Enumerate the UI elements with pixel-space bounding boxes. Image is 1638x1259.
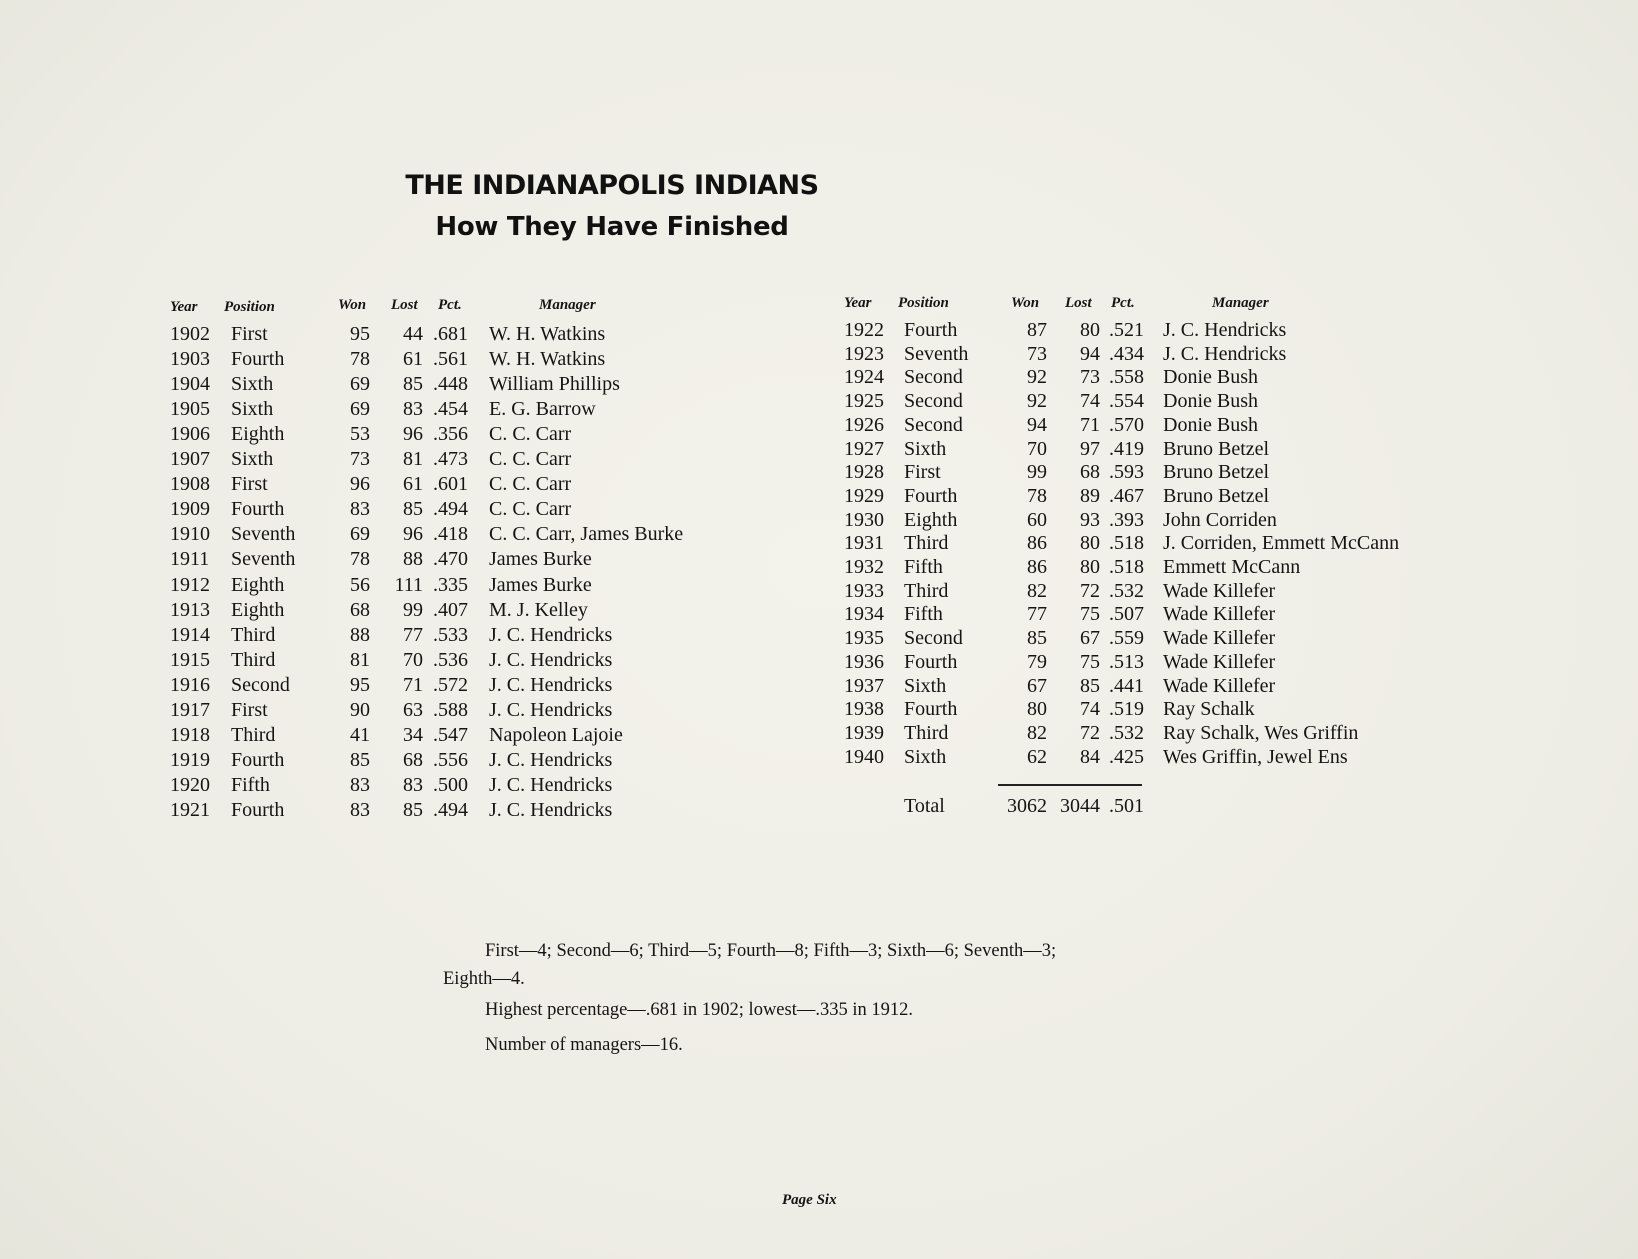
cell-year: 1918 xyxy=(170,723,210,746)
cell-manager: Wade Killefer xyxy=(1163,603,1276,626)
cell-pct: .554 xyxy=(1109,390,1144,413)
cell-won: 70 xyxy=(1027,437,1047,460)
cell-lost: 34 xyxy=(403,723,423,746)
cell-lost: 75 xyxy=(1080,603,1100,626)
cell-pct: .393 xyxy=(1109,508,1144,531)
cell-year: 1936 xyxy=(844,650,884,673)
cell-manager: William Phillips xyxy=(489,373,620,396)
cell-year: 1931 xyxy=(844,532,884,555)
cell-lost: 68 xyxy=(1080,461,1100,484)
cell-pct: .601 xyxy=(433,473,468,496)
cell-position: Sixth xyxy=(231,373,274,396)
cell-won: 73 xyxy=(350,448,370,471)
cell-position: Fourth xyxy=(231,748,285,771)
cell-position: Seventh xyxy=(904,342,969,365)
cell-position: Sixth xyxy=(904,674,947,697)
cell-manager: Donie Bush xyxy=(1163,366,1258,389)
header-position-right: Position xyxy=(898,295,949,311)
cell-position: Fourth xyxy=(904,484,958,507)
cell-year: 1927 xyxy=(844,437,884,460)
cell-manager: J. C. Hendricks xyxy=(489,798,613,821)
totals-pct: .501 xyxy=(1109,795,1144,817)
cell-won: 86 xyxy=(1027,556,1047,578)
cell-lost: 88 xyxy=(403,548,423,571)
cell-manager: C. C. Carr, James Burke xyxy=(489,523,684,546)
cell-won: 82 xyxy=(1027,721,1047,744)
cell-pct: .335 xyxy=(433,573,468,596)
cell-manager: M. J. Kelley xyxy=(489,598,588,621)
cell-pct: .441 xyxy=(1109,674,1144,697)
cell-manager: Wade Killefer xyxy=(1163,650,1276,673)
cell-position: Fourth xyxy=(231,498,285,521)
cell-lost: 99 xyxy=(403,598,423,621)
cell-year: 1937 xyxy=(844,674,884,697)
totals-lost: 3044 xyxy=(1060,795,1100,817)
cell-won: 69 xyxy=(350,373,370,396)
cell-position: Eighth xyxy=(231,598,285,621)
cell-lost: 74 xyxy=(1080,390,1100,413)
table-row xyxy=(0,627,1638,651)
cell-lost: 96 xyxy=(403,423,423,446)
cell-pct: .454 xyxy=(433,398,468,421)
cell-year: 1907 xyxy=(170,448,210,471)
cell-pct: .561 xyxy=(433,348,468,371)
cell-won: 56 xyxy=(350,573,370,596)
table-row xyxy=(0,698,1638,722)
cell-manager: J. Corriden, Emmett McCann xyxy=(1163,532,1400,555)
cell-year: 1914 xyxy=(170,623,210,646)
table-row xyxy=(0,509,1638,533)
cell-pct: .494 xyxy=(433,498,468,521)
cell-position: Seventh xyxy=(231,523,296,546)
cell-manager: Donie Bush xyxy=(1163,413,1258,436)
cell-lost: 71 xyxy=(403,673,423,696)
cell-year: 1910 xyxy=(170,523,210,546)
cell-position: Second xyxy=(904,413,963,436)
cell-won: 68 xyxy=(350,598,370,621)
cell-year: 1922 xyxy=(844,319,884,341)
cell-lost: 61 xyxy=(403,473,423,496)
cell-manager: Wes Griffin, Jewel Ens xyxy=(1163,745,1348,768)
total-rule xyxy=(998,784,1142,786)
table-row xyxy=(0,319,1638,343)
cell-won: 92 xyxy=(1027,366,1047,389)
cell-won: 92 xyxy=(1027,390,1047,413)
cell-year: 1902 xyxy=(170,323,210,345)
cell-pct: .434 xyxy=(1109,342,1144,365)
cell-lost: 96 xyxy=(403,523,423,546)
cell-won: 78 xyxy=(350,348,370,371)
cell-pct: .570 xyxy=(1109,413,1144,436)
table-row xyxy=(0,603,1638,627)
cell-manager: Wade Killefer xyxy=(1163,674,1276,697)
cell-position: Sixth xyxy=(904,745,947,768)
cell-pct: .518 xyxy=(1109,556,1144,578)
cell-won: 78 xyxy=(1027,484,1047,507)
cell-pct: .467 xyxy=(1109,484,1144,507)
cell-position: Eighth xyxy=(231,573,285,596)
table-row xyxy=(0,390,1638,414)
table-row xyxy=(0,675,1638,699)
finishes-line-2: Eighth—4. xyxy=(443,969,525,989)
totals-label: Total xyxy=(904,795,945,817)
header-year: Year xyxy=(170,299,198,315)
cell-pct: .418 xyxy=(433,523,468,546)
cell-lost: 72 xyxy=(1080,721,1100,744)
totals-won: 3062 xyxy=(1007,795,1047,817)
cell-pct: .556 xyxy=(433,748,468,771)
cell-lost: 61 xyxy=(403,348,423,371)
cell-lost: 89 xyxy=(1080,484,1100,507)
percentage-note: Highest percentage—.681 in 1902; lowest—.335 in 1912. xyxy=(485,1000,914,1020)
cell-lost: 75 xyxy=(1080,650,1100,673)
cell-position: Fourth xyxy=(904,698,958,721)
table-row xyxy=(0,485,1638,509)
cell-position: Second xyxy=(904,390,963,413)
cell-year: 1925 xyxy=(844,390,884,413)
cell-manager: Donie Bush xyxy=(1163,390,1258,413)
cell-lost: 83 xyxy=(403,398,423,421)
cell-manager: C. C. Carr xyxy=(489,423,572,446)
cell-position: Second xyxy=(904,627,963,650)
cell-lost: 67 xyxy=(1080,627,1100,650)
cell-position: Sixth xyxy=(231,398,274,421)
cell-position: Sixth xyxy=(904,437,947,460)
header-lost-right: Lost xyxy=(1065,295,1092,311)
page-title: THE INDIANAPOLIS INDIANS xyxy=(405,170,819,201)
cell-manager: W. H. Watkins xyxy=(489,323,606,345)
cell-manager: Wade Killefer xyxy=(1163,579,1276,602)
header-manager: Manager xyxy=(539,297,596,313)
page-subtitle: How They Have Finished xyxy=(435,212,789,242)
cell-year: 1906 xyxy=(170,423,210,446)
cell-position: Fifth xyxy=(904,603,943,626)
cell-won: 79 xyxy=(1027,650,1047,673)
cell-year: 1929 xyxy=(844,484,884,507)
cell-pct: .500 xyxy=(433,773,468,796)
cell-position: Second xyxy=(231,673,290,696)
cell-pct: .513 xyxy=(1109,650,1144,673)
cell-position: Fourth xyxy=(231,348,285,371)
cell-year: 1923 xyxy=(844,342,884,365)
cell-manager: C. C. Carr xyxy=(489,473,572,496)
header-won: Won xyxy=(338,297,367,313)
cell-manager: J. C. Hendricks xyxy=(489,773,613,796)
cell-manager: Bruno Betzel xyxy=(1163,437,1270,460)
cell-lost: 85 xyxy=(403,798,423,821)
table-row xyxy=(0,438,1638,462)
cell-position: First xyxy=(904,461,941,484)
cell-pct: .532 xyxy=(1109,721,1144,744)
cell-year: 1912 xyxy=(170,573,210,596)
cell-lost: 80 xyxy=(1080,532,1100,555)
cell-year: 1916 xyxy=(170,673,210,696)
header-manager-right: Manager xyxy=(1212,295,1269,311)
table-row xyxy=(0,532,1638,556)
cell-won: 73 xyxy=(1027,342,1047,365)
page-number: Page Six xyxy=(782,1192,837,1208)
cell-won: 83 xyxy=(350,798,370,821)
table-row xyxy=(0,580,1638,604)
cell-position: Third xyxy=(904,721,949,744)
cell-year: 1926 xyxy=(844,413,884,436)
cell-year: 1930 xyxy=(844,508,884,531)
cell-pct: .588 xyxy=(433,698,468,721)
cell-year: 1909 xyxy=(170,498,210,521)
cell-lost: 111 xyxy=(394,573,423,596)
cell-position: Fourth xyxy=(231,798,285,821)
cell-pct: .507 xyxy=(1109,603,1144,626)
cell-manager: John Corriden xyxy=(1163,508,1277,531)
cell-won: 78 xyxy=(350,548,370,571)
cell-lost: 44 xyxy=(403,323,423,345)
cell-position: Eighth xyxy=(904,508,958,531)
cell-year: 1939 xyxy=(844,721,884,744)
cell-pct: .518 xyxy=(1109,532,1144,555)
cell-pct: .681 xyxy=(433,323,468,345)
cell-manager: J. C. Hendricks xyxy=(489,673,613,696)
totals-row xyxy=(0,795,1638,819)
cell-pct: .533 xyxy=(433,623,468,646)
cell-lost: 72 xyxy=(1080,579,1100,602)
cell-pct: .521 xyxy=(1109,319,1144,341)
cell-won: 90 xyxy=(350,698,370,721)
header-position: Position xyxy=(224,299,275,315)
cell-pct: .532 xyxy=(1109,579,1144,602)
header-pct: Pct. xyxy=(438,297,462,313)
table-row xyxy=(0,343,1638,367)
cell-won: 87 xyxy=(1027,319,1047,341)
table-row xyxy=(0,461,1638,485)
cell-position: First xyxy=(231,473,268,496)
cell-year: 1917 xyxy=(170,698,210,721)
cell-year: 1920 xyxy=(170,773,210,796)
managers-note: Number of managers—16. xyxy=(485,1035,683,1055)
cell-won: 53 xyxy=(350,423,370,446)
cell-manager: Ray Schalk xyxy=(1163,698,1255,721)
cell-manager: E. G. Barrow xyxy=(489,398,596,421)
finishes-line-1: First—4; Second—6; Third—5; Fourth—8; Fifth—3; Sixth—6; Seventh—3; xyxy=(485,941,1057,961)
cell-won: 80 xyxy=(1027,698,1047,721)
cell-lost: 94 xyxy=(1080,342,1100,365)
cell-won: 83 xyxy=(350,498,370,521)
cell-position: Third xyxy=(904,532,949,555)
cell-lost: 71 xyxy=(1080,413,1100,436)
cell-year: 1938 xyxy=(844,698,884,721)
cell-won: 95 xyxy=(350,673,370,696)
cell-lost: 85 xyxy=(1080,674,1100,697)
cell-pct: .593 xyxy=(1109,461,1144,484)
cell-lost: 73 xyxy=(1080,366,1100,389)
cell-manager: J. C. Hendricks xyxy=(489,648,613,671)
cell-pct: .473 xyxy=(433,448,468,471)
cell-manager: Bruno Betzel xyxy=(1163,461,1270,484)
cell-pct: .558 xyxy=(1109,366,1144,389)
cell-lost: 93 xyxy=(1080,508,1100,531)
cell-manager: J. C. Hendricks xyxy=(1163,342,1287,365)
cell-position: Fourth xyxy=(904,319,958,341)
cell-pct: .425 xyxy=(1109,745,1144,768)
cell-manager: J. C. Hendricks xyxy=(1163,319,1287,341)
cell-position: Eighth xyxy=(231,423,285,446)
cell-year: 1932 xyxy=(844,556,884,578)
cell-won: 60 xyxy=(1027,508,1047,531)
cell-won: 86 xyxy=(1027,532,1047,555)
cell-year: 1940 xyxy=(844,745,884,768)
cell-manager: C. C. Carr xyxy=(489,498,572,521)
cell-manager: Wade Killefer xyxy=(1163,627,1276,650)
cell-year: 1913 xyxy=(170,598,210,621)
cell-pct: .448 xyxy=(433,373,468,396)
cell-manager: C. C. Carr xyxy=(489,448,572,471)
cell-position: Second xyxy=(904,366,963,389)
cell-won: 83 xyxy=(350,773,370,796)
cell-won: 85 xyxy=(350,748,370,771)
cell-year: 1928 xyxy=(844,461,884,484)
cell-year: 1904 xyxy=(170,373,210,396)
cell-lost: 85 xyxy=(403,373,423,396)
cell-won: 96 xyxy=(350,473,370,496)
cell-position: Fourth xyxy=(904,650,958,673)
cell-year: 1903 xyxy=(170,348,210,371)
cell-position: Fifth xyxy=(231,773,270,796)
cell-lost: 97 xyxy=(1080,437,1100,460)
table-row xyxy=(0,722,1638,746)
cell-lost: 70 xyxy=(403,648,423,671)
cell-year: 1933 xyxy=(844,579,884,602)
cell-lost: 77 xyxy=(403,623,423,646)
cell-lost: 80 xyxy=(1080,319,1100,341)
cell-year: 1919 xyxy=(170,748,210,771)
cell-year: 1934 xyxy=(844,603,884,626)
cell-lost: 81 xyxy=(403,448,423,471)
cell-year: 1905 xyxy=(170,398,210,421)
cell-position: Fifth xyxy=(904,556,943,578)
cell-won: 82 xyxy=(1027,579,1047,602)
cell-manager: Ray Schalk, Wes Griffin xyxy=(1163,721,1359,744)
header-pct-right: Pct. xyxy=(1111,295,1135,311)
cell-manager: J. C. Hendricks xyxy=(489,698,613,721)
cell-position: Seventh xyxy=(231,548,296,571)
cell-pct: .536 xyxy=(433,648,468,671)
cell-won: 67 xyxy=(1027,674,1047,697)
table-row xyxy=(0,746,1638,770)
header-won-right: Won xyxy=(1011,295,1040,311)
cell-won: 99 xyxy=(1027,461,1047,484)
cell-position: Third xyxy=(231,648,276,671)
cell-manager: James Burke xyxy=(489,548,592,571)
table-row xyxy=(0,556,1638,580)
header-lost: Lost xyxy=(391,297,418,313)
cell-year: 1921 xyxy=(170,798,210,821)
cell-position: Third xyxy=(904,579,949,602)
cell-won: 69 xyxy=(350,523,370,546)
cell-lost: 80 xyxy=(1080,556,1100,578)
cell-manager: Emmett McCann xyxy=(1163,556,1301,578)
cell-won: 62 xyxy=(1027,745,1047,768)
cell-won: 88 xyxy=(350,623,370,646)
cell-pct: .519 xyxy=(1109,698,1144,721)
cell-manager: Napoleon Lajoie xyxy=(489,723,623,746)
cell-lost: 74 xyxy=(1080,698,1100,721)
table-row xyxy=(0,648,1638,675)
cell-won: 69 xyxy=(350,398,370,421)
cell-pct: .470 xyxy=(433,548,468,571)
cell-won: 95 xyxy=(350,323,370,345)
cell-pct: .356 xyxy=(433,423,468,446)
cell-pct: .494 xyxy=(433,798,468,821)
cell-position: First xyxy=(231,698,268,721)
cell-pct: .559 xyxy=(1109,627,1144,650)
table-row xyxy=(0,366,1638,390)
cell-pct: .407 xyxy=(433,598,468,621)
cell-year: 1935 xyxy=(844,627,884,650)
cell-lost: 63 xyxy=(403,698,423,721)
cell-pct: .419 xyxy=(1109,437,1144,460)
cell-won: 41 xyxy=(350,723,370,746)
cell-manager: J. C. Hendricks xyxy=(489,623,613,646)
cell-won: 77 xyxy=(1027,603,1047,626)
cell-position: First xyxy=(231,323,268,345)
cell-lost: 83 xyxy=(403,773,423,796)
cell-manager: W. H. Watkins xyxy=(489,348,606,371)
cell-won: 85 xyxy=(1027,627,1047,650)
cell-year: 1924 xyxy=(844,366,884,389)
cell-year: 1915 xyxy=(170,648,210,671)
cell-lost: 85 xyxy=(403,498,423,521)
cell-position: Third xyxy=(231,623,276,646)
cell-position: Third xyxy=(231,723,276,746)
cell-manager: J. C. Hendricks xyxy=(489,748,613,771)
cell-pct: .547 xyxy=(433,723,468,746)
cell-lost: 68 xyxy=(403,748,423,771)
cell-year: 1911 xyxy=(170,548,210,571)
cell-pct: .572 xyxy=(433,673,468,696)
cell-position: Sixth xyxy=(231,448,274,471)
table-row xyxy=(0,414,1638,438)
cell-won: 81 xyxy=(350,648,370,671)
cell-manager: Bruno Betzel xyxy=(1163,484,1270,507)
cell-manager: James Burke xyxy=(489,573,592,596)
cell-lost: 84 xyxy=(1080,745,1100,768)
cell-won: 94 xyxy=(1027,413,1047,436)
header-year-right: Year xyxy=(844,295,872,311)
cell-year: 1908 xyxy=(170,473,210,496)
